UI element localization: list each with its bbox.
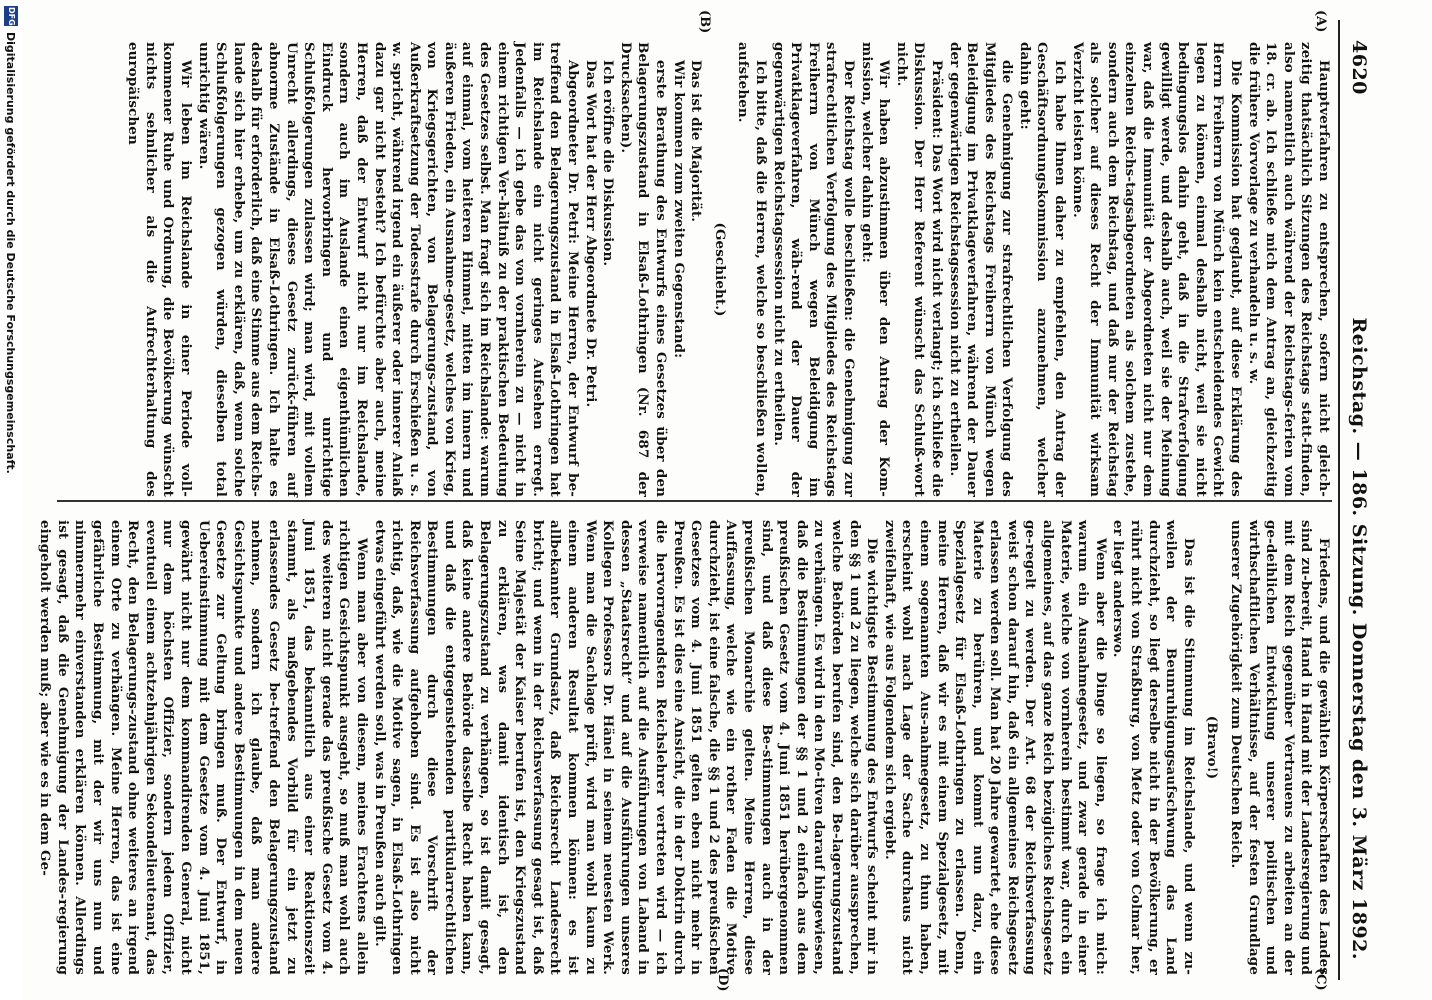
paragraph: Ich eröffne die Diskussion. [600,60,617,267]
paragraph: Präsident: Das Wort wird nicht verlangt; ich schließe die Diskussion. Der Herr Referent wünscht das Schluß-wort nicht. [893,42,945,497]
dfg-logo-icon: DFG [4,6,18,26]
paragraph: Das ist die Stimmung im Reichslande, und wenn zu-weilen der Beunruhigungsaufschwung das Land durchzieht, so liegt derselbe nicht in der Bevölkerung, er rührt nicht von Straßburg, von Metz oder von Colmar her, er liegt anderswo. [1110,520,1197,975]
right-column [36,520,1332,975]
paragraph: die Genehmigung zur strafrechtlichen Verfolgung des Mitgliedes des Reichstags Freiherrn von Münch wegen Beleidigung im Privatklageverfahren, während der Dauer der gegenwärtigen Reichstagssession nicht zu ertheilen. [946,42,1016,497]
paragraph: Die wichtigste Bestimmung des Entwurfs scheint mir in den §§ 1 und 2 zu liegen, welche sich darüber aussprechen, welche Behörden berufen sind, den Be-lagerungszustand zu verhängen. Es wird in den Mo-tiven darauf hingewiesen, daß die Bestimmungen der §§ 1 und 2 einfach aus dem preußischen Gesetz vom 4. Juni 1851 herübergenommen sind, und daß diese Be-stimmungen auch in der preußischen Monarchie gelten. Meine Herren, diese Auffassung, welche wie ein rother Faden die Motive durchzieht, ist eine falsche, die §§ 1 und 2 des preußischen Gesetzes vom 4. Juni 1851 gelten eben nicht mehr in Preußen. Es ist dies eine Ansicht, die in der Doktrin durch die hervorragendsten Reichslehrer vertreten wird — ich verweise namentlich auf die Ausführungen von Laband in dessen „Staatsrecht“ und auf die Ausführungen unseres Kollegen Professors Dr. Hänel in seinem neuesten Werk. Wenn man die Sachlage prüft, wird man wohl kaum zu einem anderen Resultat kommen können: es ist allbekannter Grundsatz, daß Reichsrecht Landesrecht bricht; und wenn in der Reichsverfassung gesagt ist, daß Seine Majestät der Kaiser berufen ist, den Kriegszustand zu erklären, was damit identisch ist, den Belagerungszustand zu verhängen, so ist damit gesagt, daß keine andere Behörde dasselbe Recht haben kann, und daß die entgegenstehenden partikularrechtlichen Bestimmungen durch diese Vorschrift der Reichsverfassung aufgehoben sind. Es ist also nicht richtig, daß, wie die Motive sagen, in Elsaß-Lothringen etwas eingeführt werden soll, was in Preußen auch gilt. [371,520,881,975]
paragraph: Wir kommen zum zweiten Gegenstand: [670,60,687,359]
paragraph: Ich habe Ihnen daher zu empfehlen, den Antrag der Geschäftsordnungskommission anzunehmen, welcher dahin geht: [1016,42,1069,497]
margin-marker-c: (C) [1313,968,1328,991]
paragraph: Der Reichstag wolle beschließen: die Genehmigung zur strafrechtlichen Verfolgung des Mitgliedes des Reichstags Freiherrn von Münch wegen Beleidigung im Privatklageverfahren, wäh-rend der Dauer der gegenwärtigen Reichstagssession nicht zu ertheilen. [770,42,857,497]
paragraph: Ich bitte, daß die Herren, welche so beschließen wollen, aufstehen. [735,42,769,497]
left-column [124,42,1332,497]
page-footer [0,0,22,1000]
header-rule [1338,20,1340,980]
paragraph: Wenn man aber von diesem, meines Erachtens allein richtigen Gesichtspunkt ausgeht, so muß man wohl auch des weiteren nicht gerade das preußische Gesetz vom 4. Juni 1851, das bekanntlich aus einer Reaktionszeit stammt, als maßgebendes Vorbild für ein jetzt zu erlassendes Gesetz be-treffend den Belagerungszustand nehmen, sondern ich glaube, daß man andere Gesichtspunkte und andere Bestimmungen in dem neuen Gesetze zur Geltung bringen muß. Der Entwurf, in Uebereinstimmung mit dem Gesetze vom 4. Juni 1851, gewährt nicht nur dem kommandirenden General, nicht nur dem höchsten Offizier, sondern jedem Offizier, eventuell einem achtzehnjährigen Sekondelieutenant, das Recht, den Belagerungs-zustand ohne weiteres an irgend einem Orte zu verhängen. Meine Herren, das ist eine gefährliche Bestimmung, mit der wir uns nun und nimmermehr einverstanden erklären können. Allerdings ist gesagt, daß die Genehmigung der Landes-regierung eingeholt werden muß; aber wie es in dem Ge- [37,520,370,975]
paragraph: Wir leben im Reichslande in einer Periode voll-kommener Ruhe und Ordnung, die Bevölkerung wünscht nichts sehnlicher als die Aufrechterhaltung des europäischen [125,42,194,497]
paragraph: (Geschieht.) [711,222,728,317]
paragraph: (Bravo!) [1204,715,1221,780]
footer-credit: Digitalisierung gefördert durch die Deutsche Forschungsgemeinschaft. [4,32,18,474]
paragraph: Hauptverfahren zu entsprechen, sofern nicht gleich-zeitig thatsächlich Sitzungen des Reichstags statt-finden, also namentlich auch während der Reichstags-ferien vom 18. cr. ab. Ich schließe mich dem Antrag an, gleichzeitig die frühere Vorvorlage zu verhandeln u. s. w. [1245,42,1332,497]
margin-marker-a: (A) [1313,10,1328,33]
paragraph: Wenn aber die Dinge so liegen, so frage ich mich: warum ein Ausnahmegesetz, und zwar gerade in einer Materie, welche von vornherein bestimmt war, durch ein allgemeines, auf das ganze Reich bezügliches Reichsgesetz ge-regelt zu werden. Der Art. 68 der Reichsverfassung weist schon darauf hin, daß ein allgemeines Reichsgesetz erlassen werden soll. Man hat 20 Jahre gewartet, ehe diese Materie zu berühren, und kommt nun dazu, ein Spezialgesetz für Elsaß-Lothringen zu erlassen. Denn, meine Herren, daß wir es mit einem Spezialgesetz, mit einem sogenannten Aus-nahmegesetz, zu thun haben, erscheint wohl nach Lage der Sache durchaus nicht zweifelhaft, wie aus Folgendem sich ergiebt. [881,520,1109,975]
page-header [1348,40,1374,960]
margin-marker-d: (D) [715,968,730,992]
column-divider [57,500,1332,502]
margin-marker-b: (B) [697,10,712,34]
paragraph: Wir haben abzustimmen über den Antrag der Kom-mission, welcher dahin geht: [858,42,893,497]
paragraph: Die Kommission hat geglaubt, auf diese Erklärung des Herrn Freiherrn von Münch kein entscheidendes Gewicht legen zu können, einmal deshalb nicht, weil sie nicht bedingungslos dahin geht, daß in die Strafverfolgung gewilligt werde, und deshalb auch, weil sie der Meinung war, daß die Immunität der Abgeordneten nicht nur dem einzelnen Reichs-tagsabgeordneten als solchem zustehe, sondern auch dem Reichstag, und daß nur der Reichstag als solcher auf dieses Recht der Immunität wirksam Verzicht leisten könne. [1069,42,1245,497]
paragraph: Das ist die Majorität. [688,60,705,223]
paragraph: Abgeordneter Dr. Petri: Meine Herren, der Entwurf be-treffend den Belagerungszustand in Elsaß-Lothringen hat im Reichslande ein nicht geringes Aufsehen erregt. Jedenfalls — ich gebe das von vornherein zu — nicht in einem richtigen Ver-hältniß zu der praktischen Bedeutung des Gesetzes selbst. Man fragt sich im Reichslande: warum auf einmal, vom heiteren Himmel, mitten im innern und äußeren Frieden, ein Ausnahme-gesetz, welches von Krieg, von Kriegsgerichten, von Belagerungs-zustand, von Außerkraftsetzung der Todesstrafe durch Erschießen u. s. w. spricht, während irgend ein äußerer oder innerer Anlaß dazu gar nicht besteht? Ich befürchte aber auch, meine Herren, daß der Entwurf nicht nur im Reichslande, sondern auch im Auslande einen eigenthümlichen Eindruck hervorbringen und unrichtige Schlußfolgerungen zulassen wird; man wird, mit vollem Unrecht allerdings, dieses Gesetz zurück-führen auf abnorme Zustände in Elsaß-Lothringen. Ich halte es deshalb für erforderlich, daß eine Stimme aus dem Reichs-lande sich hier erhebe, um zu erklären, daß, wenn solche Schlußfolgerungen gezogen würden, dieselben total unrichtig wären. [195,42,582,497]
paragraph: erste Berathung des Entwurfs eines Gesetzes über den Belagerungszustand in Elsaß-Lothringen (Nr. 687 der Drucksachen). [617,42,670,497]
paragraph: Friedens, und die gewählten Körperschaften des Landes sind zu-bereit, Hand in Hand mit der Landesregierung und mit dem Reich gegenüber Vertrauens zu arbeiten an der ge-deihlichen Entwicklung unserer politischen und wirthschaftlichen Verhältnisse, auf der festen Grundlage unserer Zugehörigkeit zum Deutschen Reich. [1228,520,1332,975]
page-number: 4620 [1348,40,1370,95]
running-title: Reichstag. — 186. Sitzung. Donnerstag den 3. März 1892. [1348,317,1370,960]
paragraph: Das Wort hat der Herr Abgeordnete Dr. Petri. [582,60,599,408]
